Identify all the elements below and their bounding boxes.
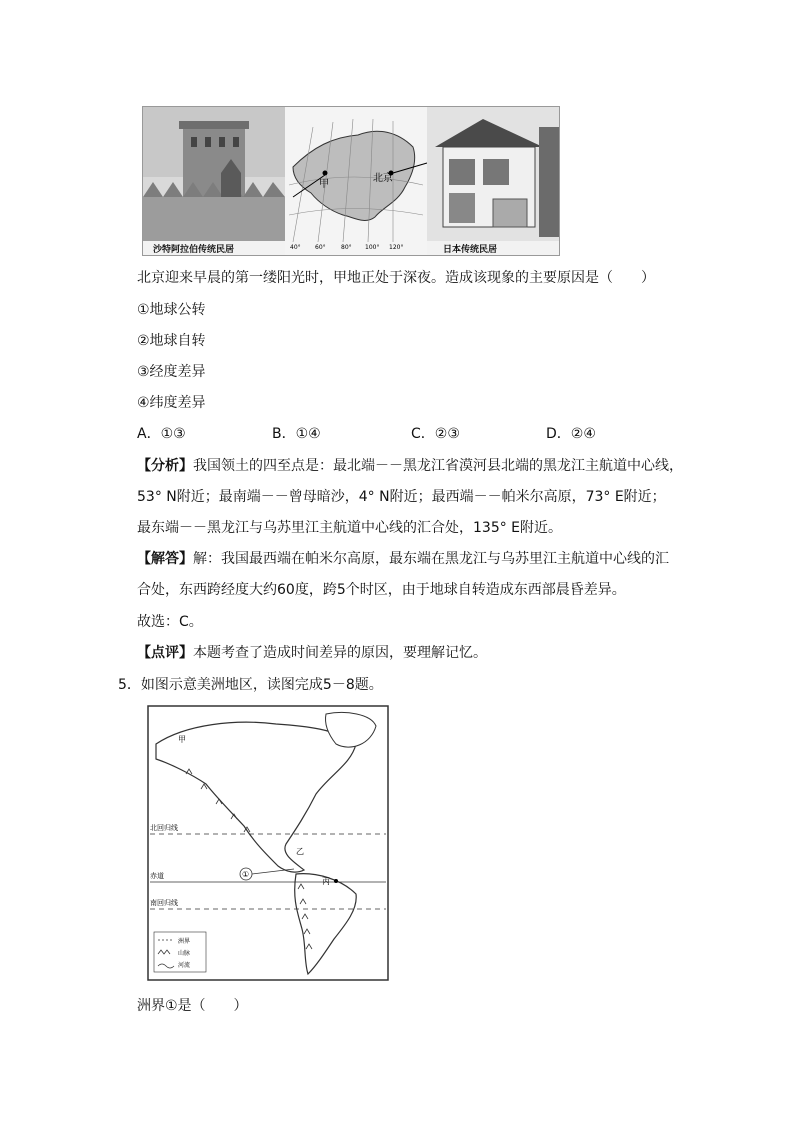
lon-100: 100° [365,244,380,251]
analysis-line-1 [137,456,683,476]
map-label-jia: 甲 [319,179,329,190]
choice-a: A．①③ [137,426,186,442]
lon-120: 120° [389,244,404,251]
choice-b: B．①④ [272,426,321,442]
answer-line-1 [137,549,669,569]
analysis-line-3: 最东端－－黑龙江与乌苏里江主航道中心线的汇合处，135° E附近。 [137,520,563,536]
lon-80: 80° [341,244,352,251]
answer-choice: 故选：C。 [137,614,203,630]
option-1: ①地球公转 [137,302,206,318]
map-label-beijing: 北京 [373,173,393,184]
option-3: ③经度差异 [137,364,206,380]
americas-map-graphic [146,704,390,984]
map2-label-yi: 乙 [296,847,304,856]
figure-americas-map [146,704,390,984]
map2-label-circle1: ① [242,870,250,879]
choice-c: C．②③ [411,426,460,442]
lon-40: 40° [290,244,301,251]
lon-60: 60° [315,244,326,251]
question4-stem: 北京迎来早晨的第一缕阳光时，甲地正处于深夜。造成该现象的主要原因是（ ） [137,270,655,286]
answer-tag: 【解答】 [137,551,193,567]
analysis-text-1: 我国领土的四至点是：最北端－－黑龙江省漠河县北端的黑龙江主航道中心线， [193,458,683,474]
legend-boundary: 洲界 [178,938,191,945]
answer-text-1: 解：我国最西端在帕米尔高原，最东端在黑龙江与乌苏里江主航道中心线的汇 [193,551,669,567]
figure-dwellings-and-map [142,106,560,256]
map2-label-jia: 甲 [178,735,186,744]
answer-line-2: 合处，东西跨经度大约60度，跨5个时区，由于地球自转造成东西部晨昏差异。 [137,582,626,598]
comment-text: 本题考查了造成时间差异的原因，要理解记忆。 [193,645,487,661]
label-tropic-s: 南回归线 [150,899,178,907]
figure-1-graphic [143,107,559,255]
analysis-tag: 【分析】 [137,458,193,474]
question5-stem: 洲界①是（ ） [137,998,248,1014]
analysis-line-2: 53° N附近；最南端－－曾母暗沙，4° N附近；最西端－－帕米尔高原，73° E附近； [137,489,666,505]
map2-label-bing: 丙 [322,877,330,886]
question5-intro: 5．如图示意美洲地区，读图完成5－8题。 [118,677,383,693]
option-2: ②地球自转 [137,333,206,349]
label-equator: 赤道 [150,872,164,880]
caption-saudi-house: 沙特阿拉伯传统民居 [153,245,235,255]
caption-japan-house: 日本传统民居 [443,245,498,255]
legend-river: 河流 [178,962,191,969]
comment-line [137,643,487,663]
choice-d: D．②④ [546,426,596,442]
legend-mountain: 山脉 [178,950,191,957]
label-tropic-n: 北回归线 [150,824,178,832]
comment-tag: 【点评】 [137,645,193,661]
option-4: ④纬度差异 [137,395,206,411]
